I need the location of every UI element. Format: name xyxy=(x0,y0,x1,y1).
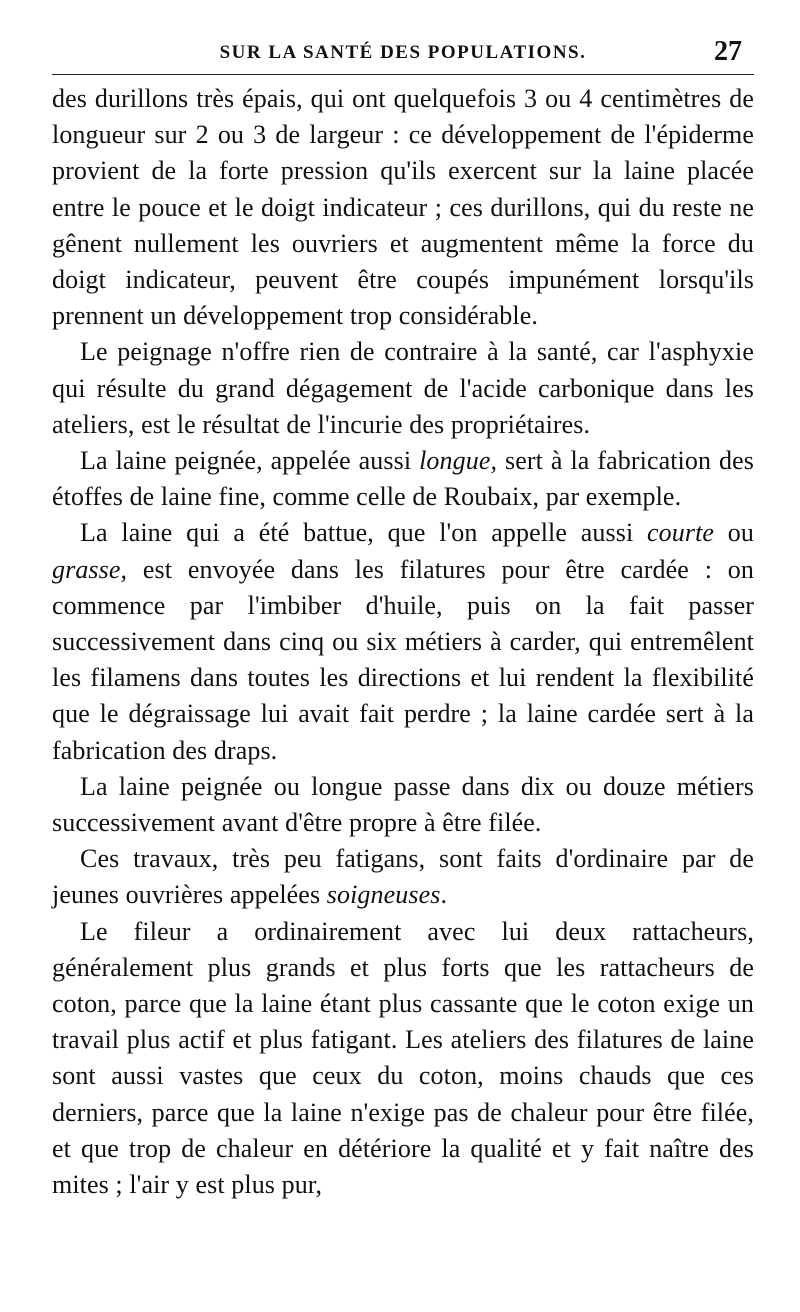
page-number: 27 xyxy=(714,36,742,67)
paragraph-6 xyxy=(52,841,754,913)
running-title: SUR LA SANTÉ DES POPULATIONS. xyxy=(219,42,587,63)
paragraph-4 xyxy=(52,515,754,768)
paragraph-5: La laine peignée ou longue passe dans dix ou douze métiers successivement avant d'être propre à être filée. xyxy=(52,771,754,838)
paragraph-7: Le fileur a ordinairement avec lui deux rattacheurs, généralement plus grands et plus forts que les rattacheurs de coton, parce que la laine étant plus cassante que le coton exige un travail plus actif et plus fatigant. Les ateliers des filatures de laine sont aussi vastes que ceux du coton, moins chauds que ces derniers, parce que la laine n'exige pas de chaleur pour être filée, et que trop de chaleur en détériore la qualité et y fait naître des mites ; l'air y est plus pur, xyxy=(52,916,754,1200)
paragraph-2: Le peignage n'offre rien de contraire à la santé, car l'asphyxie qui résulte du grand dégagement de l'acide carbonique dans les ateliers, est le résultat de l'incurie des propriétaires. xyxy=(52,337,754,439)
paragraph-6-text-a: Ces travaux, très peu fatigans, sont faits d'ordinaire par de jeunes ouvrières appelées xyxy=(52,844,754,910)
italic-term-courte: courte xyxy=(647,518,715,548)
body-text xyxy=(52,81,754,1203)
paragraph-1: des durillons très épais, qui ont quelquefois 3 ou 4 centimètres de longueur sur 2 ou 3 de largeur : ce développement de l'épiderme provient de la forte pression qu'ils exercent sur la laine placée entre le pouce et le doigt indicateur ; ces durillons, qui du reste ne gênent nullement les ouvriers et augmentent même la force du doigt indicateur, peuvent être coupés impunément lorsqu'ils prennent un développement trop considérable. xyxy=(52,84,754,331)
paragraph-3-text-b: sert à la fabrication des étoffes de laine fine, comme celle de Roubaix, par exemple. xyxy=(52,446,754,512)
italic-term-soigneuses: soigneuses xyxy=(326,880,441,910)
paragraph-3-text-a: La laine peignée, appelée aussi xyxy=(80,446,420,476)
paragraph-3 xyxy=(52,443,754,515)
paragraph-4-text-c: est envoyée dans les filatures pour être cardée : on commence par l'imbiber d'huile, puis on la fait passer successivement dans cinq ou six métiers à carder, qui entremêlent les filamens dans toutes les directions et lui rendent la flexibilité que le dégraissage lui avait fait perdre ; la laine cardée sert à la fabrication des draps. xyxy=(52,554,754,765)
italic-term-longue: longue, xyxy=(419,446,498,476)
paragraph-4-text-b: ou xyxy=(714,518,754,548)
running-head xyxy=(52,34,754,75)
paragraph-6-text-b: . xyxy=(440,880,448,910)
paragraph-4-text-a: La laine qui a été battue, que l'on appelle aussi xyxy=(80,518,648,548)
italic-term-grasse: grasse, xyxy=(52,554,128,584)
